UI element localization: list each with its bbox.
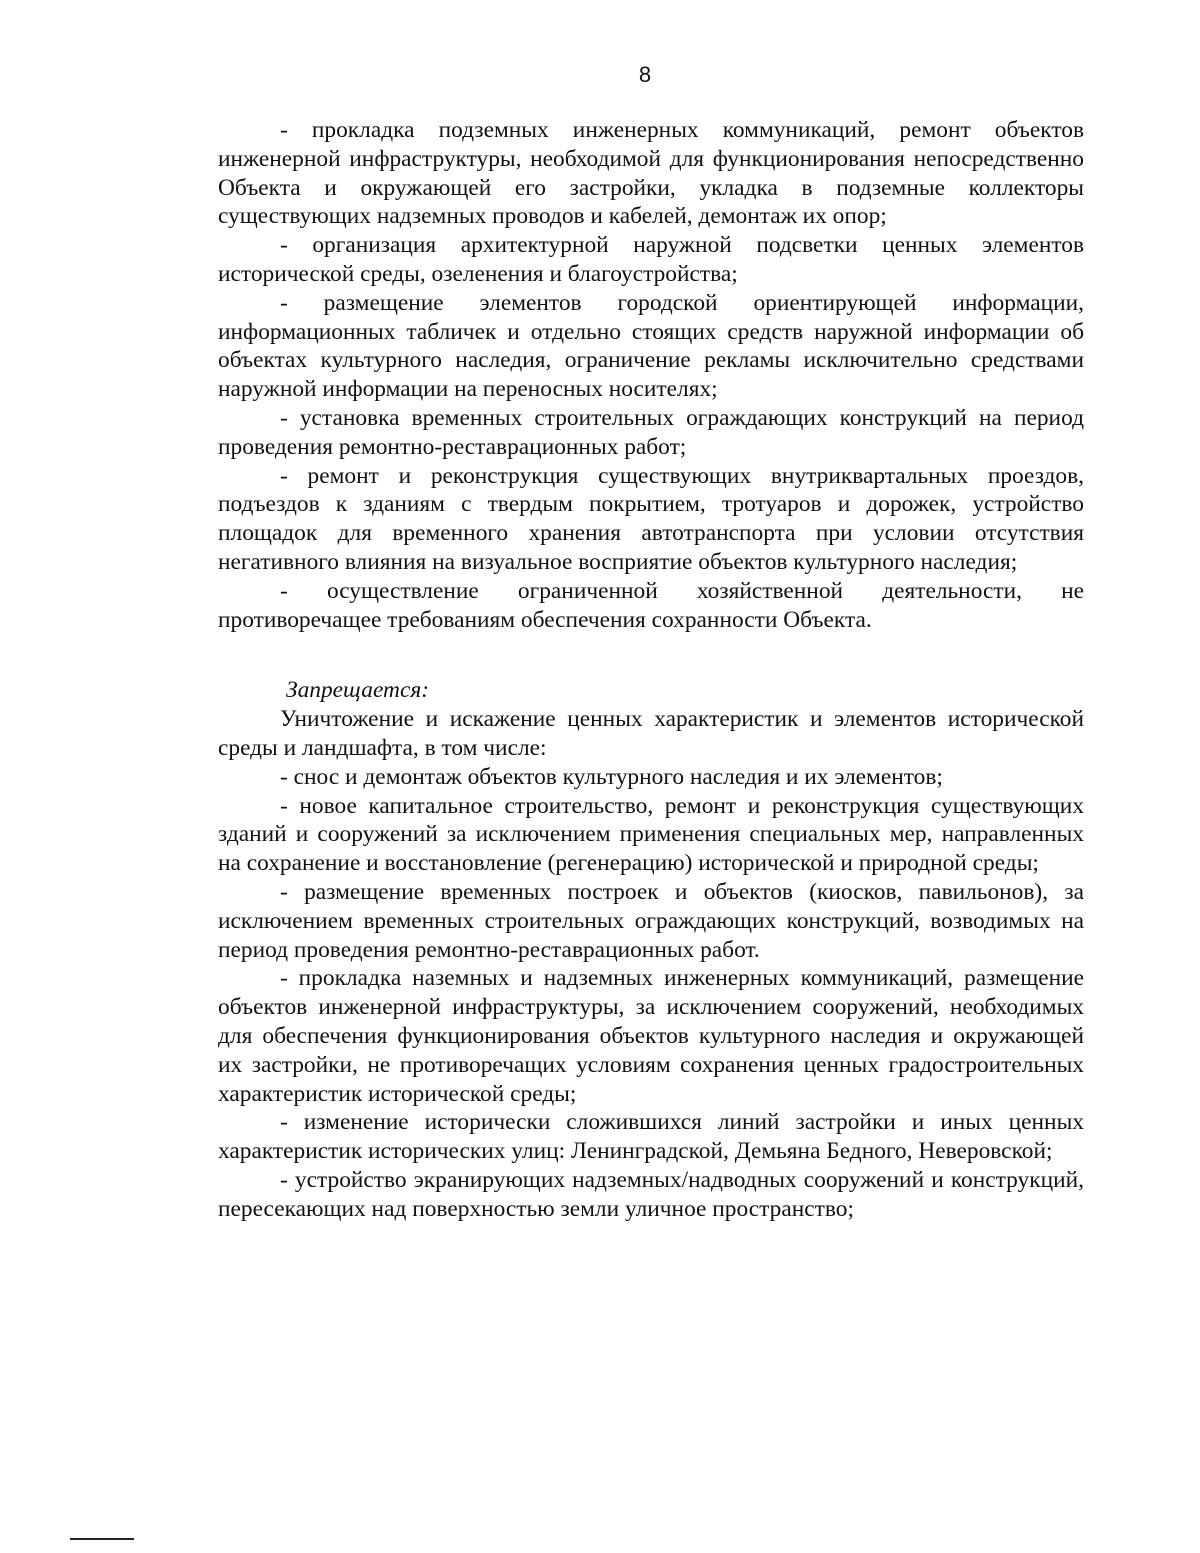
section-heading-prohibited: Запрещается: (286, 677, 429, 704)
paragraph-screening-structures: - устройство экранирующих надземных/надводных сооружений и конструкций, пересекающих над поверхностью земли уличное пространство; (218, 1166, 1084, 1222)
document-body (218, 116, 1084, 1223)
paragraph-new-construction: - новое капитальное строительство, ремонт и реконструкция существующих зданий и сооружений за исключением применения специальных мер, направленных на сохранение и восстановление (регенерацию) исторической и природной среды; (218, 792, 1084, 877)
paragraph-underground-utilities: - прокладка подземных инженерных коммуникаций, ремонт объектов инженерной инфраструктуры, необходимой для функционирования непосредственно Объекта и окружающей его застройки, укладка в подземные коллекторы существующих надземных проводов и кабелей, демонтаж их опор; (218, 117, 1084, 230)
paragraph-driveway-repair: - ремонт и реконструкция существующих внутриквартальных проездов, подъездов к зданиям с твердым покрытием, тротуаров и дорожек, устройство площадок для временного хранения автотранспорта при условии отсутствия негативного влияния на визуальное восприятие объектов культурного наследия; (218, 462, 1084, 575)
page-number: 8 (638, 62, 652, 87)
section-spacer (218, 634, 1084, 676)
footer-rule (70, 1538, 134, 1540)
paragraph-demolition: - снос и демонтаж объектов культурного наследия и их элементов; (280, 763, 943, 790)
paragraph-limited-economic-activity: - осуществление ограниченной хозяйственной деятельности, не противоречащее требованиям обеспечения сохранности Объекта. (218, 577, 1084, 633)
paragraph-architectural-lighting: - организация архитектурной наружной подсветки ценных элементов исторической среды, озеленения и благоустройства; (218, 232, 1084, 287)
paragraph-temporary-fencing: - установка временных строительных ограждающих конструкций на период проведения ремонтно-реставрационных работ; (218, 404, 1084, 460)
paragraph-orientation-information: - размещение элементов городской ориентирующей информации, информационных табличек и отдельно стоящих средств наружной информации об объектах культурного наследия, ограничение рекламы исключительно средствами наружной информации на переносных носителях; (218, 289, 1084, 403)
paragraph-destruction-of-values: Уничтожение и искажение ценных характеристик и элементов исторической среды и ландшафта, в том числе: (218, 706, 1084, 761)
paragraph-overground-utilities: - прокладка наземных и надземных инженерных коммуникаций, размещение объектов инженерной инфраструктуры, за исключением сооружений, необходимых для обеспечения функционирования объектов культурного наследия и окружающей их застройки, не противоречащих условиям сохранения ценных градостроительных характеристик исторической среды; (218, 965, 1084, 1107)
paragraph-building-lines: - изменение исторически сложившихся линий застройки и иных ценных характеристик исторических улиц: Ленинградской, Демьяна Бедного, Неверовской; (218, 1109, 1084, 1165)
paragraph-temporary-structures: - размещение временных построек и объектов (киосков, павильонов), за исключением временных строительных ограждающих конструкций, возводимых на период проведения ремонтно-реставрационных работ. (218, 878, 1084, 963)
